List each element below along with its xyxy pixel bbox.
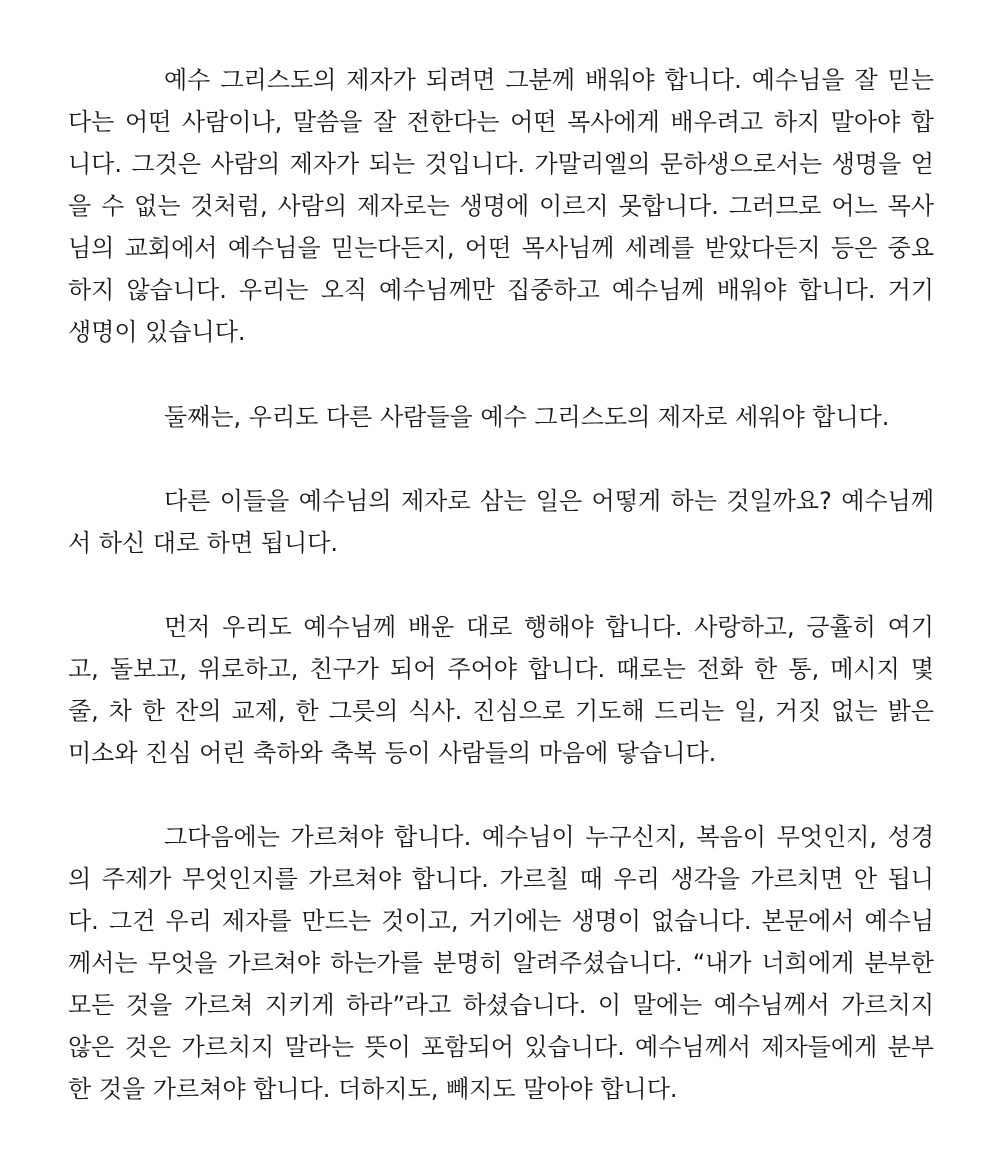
- text-line: 둘째는, 우리도 다른 사람들을 예수 그리스도의 제자로 세워야 합니다.: [164, 403, 890, 431]
- text-line: 모든 것을 가르쳐 지키게 하라”라고 하셨습니다. 이 말에는 예수님께서 가르치지: [68, 991, 934, 1019]
- text-line: 하지 않습니다. 우리는 오직 예수님께만 집중하고 예수님께 배워야 합니다. 거기: [68, 276, 934, 304]
- text-line: 다른 이들을 예수님의 제자로 삼는 일은 어떻게 하는 것일까요? 예수님께: [164, 487, 934, 515]
- text-line: 줄, 차 한 잔의 교제, 한 그릇의 식사. 진심으로 기도해 드리는 일, 거짓 없는 밝은: [68, 697, 934, 725]
- paragraph-act-as-learned: [68, 606, 934, 774]
- text-line: 서 하신 대로 하면 됩니다.: [68, 529, 338, 557]
- text-line: 생명이 있습니다.: [68, 318, 246, 346]
- text-line: 그다음에는 가르쳐야 합니다. 예수님이 누구신지, 복음이 무엇인지, 성경: [164, 823, 934, 851]
- text-line: 을 수 없는 것처럼, 사람의 제자로는 생명에 이르지 못합니다. 그러므로 어느 목사: [68, 192, 934, 220]
- paragraph-how-to-make-disciples: [68, 480, 934, 564]
- paragraph-teaching: [68, 816, 934, 1110]
- text-line: 다. 그건 우리 제자를 만드는 것이고, 거기에는 생명이 없습니다. 본문에서 예수님: [68, 907, 934, 935]
- text-line: 께서는 무엇을 가르쳐야 하는가를 분명히 알려주셨습니다. “내가 너희에게 분부한: [68, 949, 934, 977]
- text-line: 않은 것은 가르치지 말라는 뜻이 포함되어 있습니다. 예수님께서 제자들에게 분부: [68, 1033, 934, 1061]
- text-line: 니다. 그것은 사람의 제자가 되는 것입니다. 가말리엘의 문하생으로서는 생명을 얻: [68, 150, 934, 178]
- text-line: 의 주제가 무엇인지를 가르쳐야 합니다. 가르칠 때 우리 생각을 가르치면 안 됩니: [68, 865, 934, 893]
- text-line: 예수 그리스도의 제자가 되려면 그분께 배워야 합니다. 예수님을 잘 믿는: [164, 66, 934, 94]
- text-line: 미소와 진심 어린 축하와 축복 등이 사람들의 마음에 닿습니다.: [68, 739, 717, 767]
- text-line: 한 것을 가르쳐야 합니다. 더하지도, 빼지도 말아야 합니다.: [68, 1075, 678, 1103]
- text-line: 다는 어떤 사람이나, 말씀을 잘 전한다는 어떤 목사에게 배우려고 하지 말아야 합: [68, 108, 934, 136]
- text-line: 고, 돌보고, 위로하고, 친구가 되어 주어야 합니다. 때로는 전화 한 통, 메시지 몇: [68, 655, 934, 683]
- text-line: 님의 교회에서 예수님을 믿는다든지, 어떤 목사님께 세례를 받았다든지 등은 중요: [68, 234, 934, 262]
- paragraph-learn-from-jesus: [68, 59, 934, 353]
- text-line: 먼저 우리도 예수님께 배운 대로 행해야 합니다. 사랑하고, 긍휼히 여기: [164, 613, 934, 641]
- paragraph-second-point: [68, 396, 934, 438]
